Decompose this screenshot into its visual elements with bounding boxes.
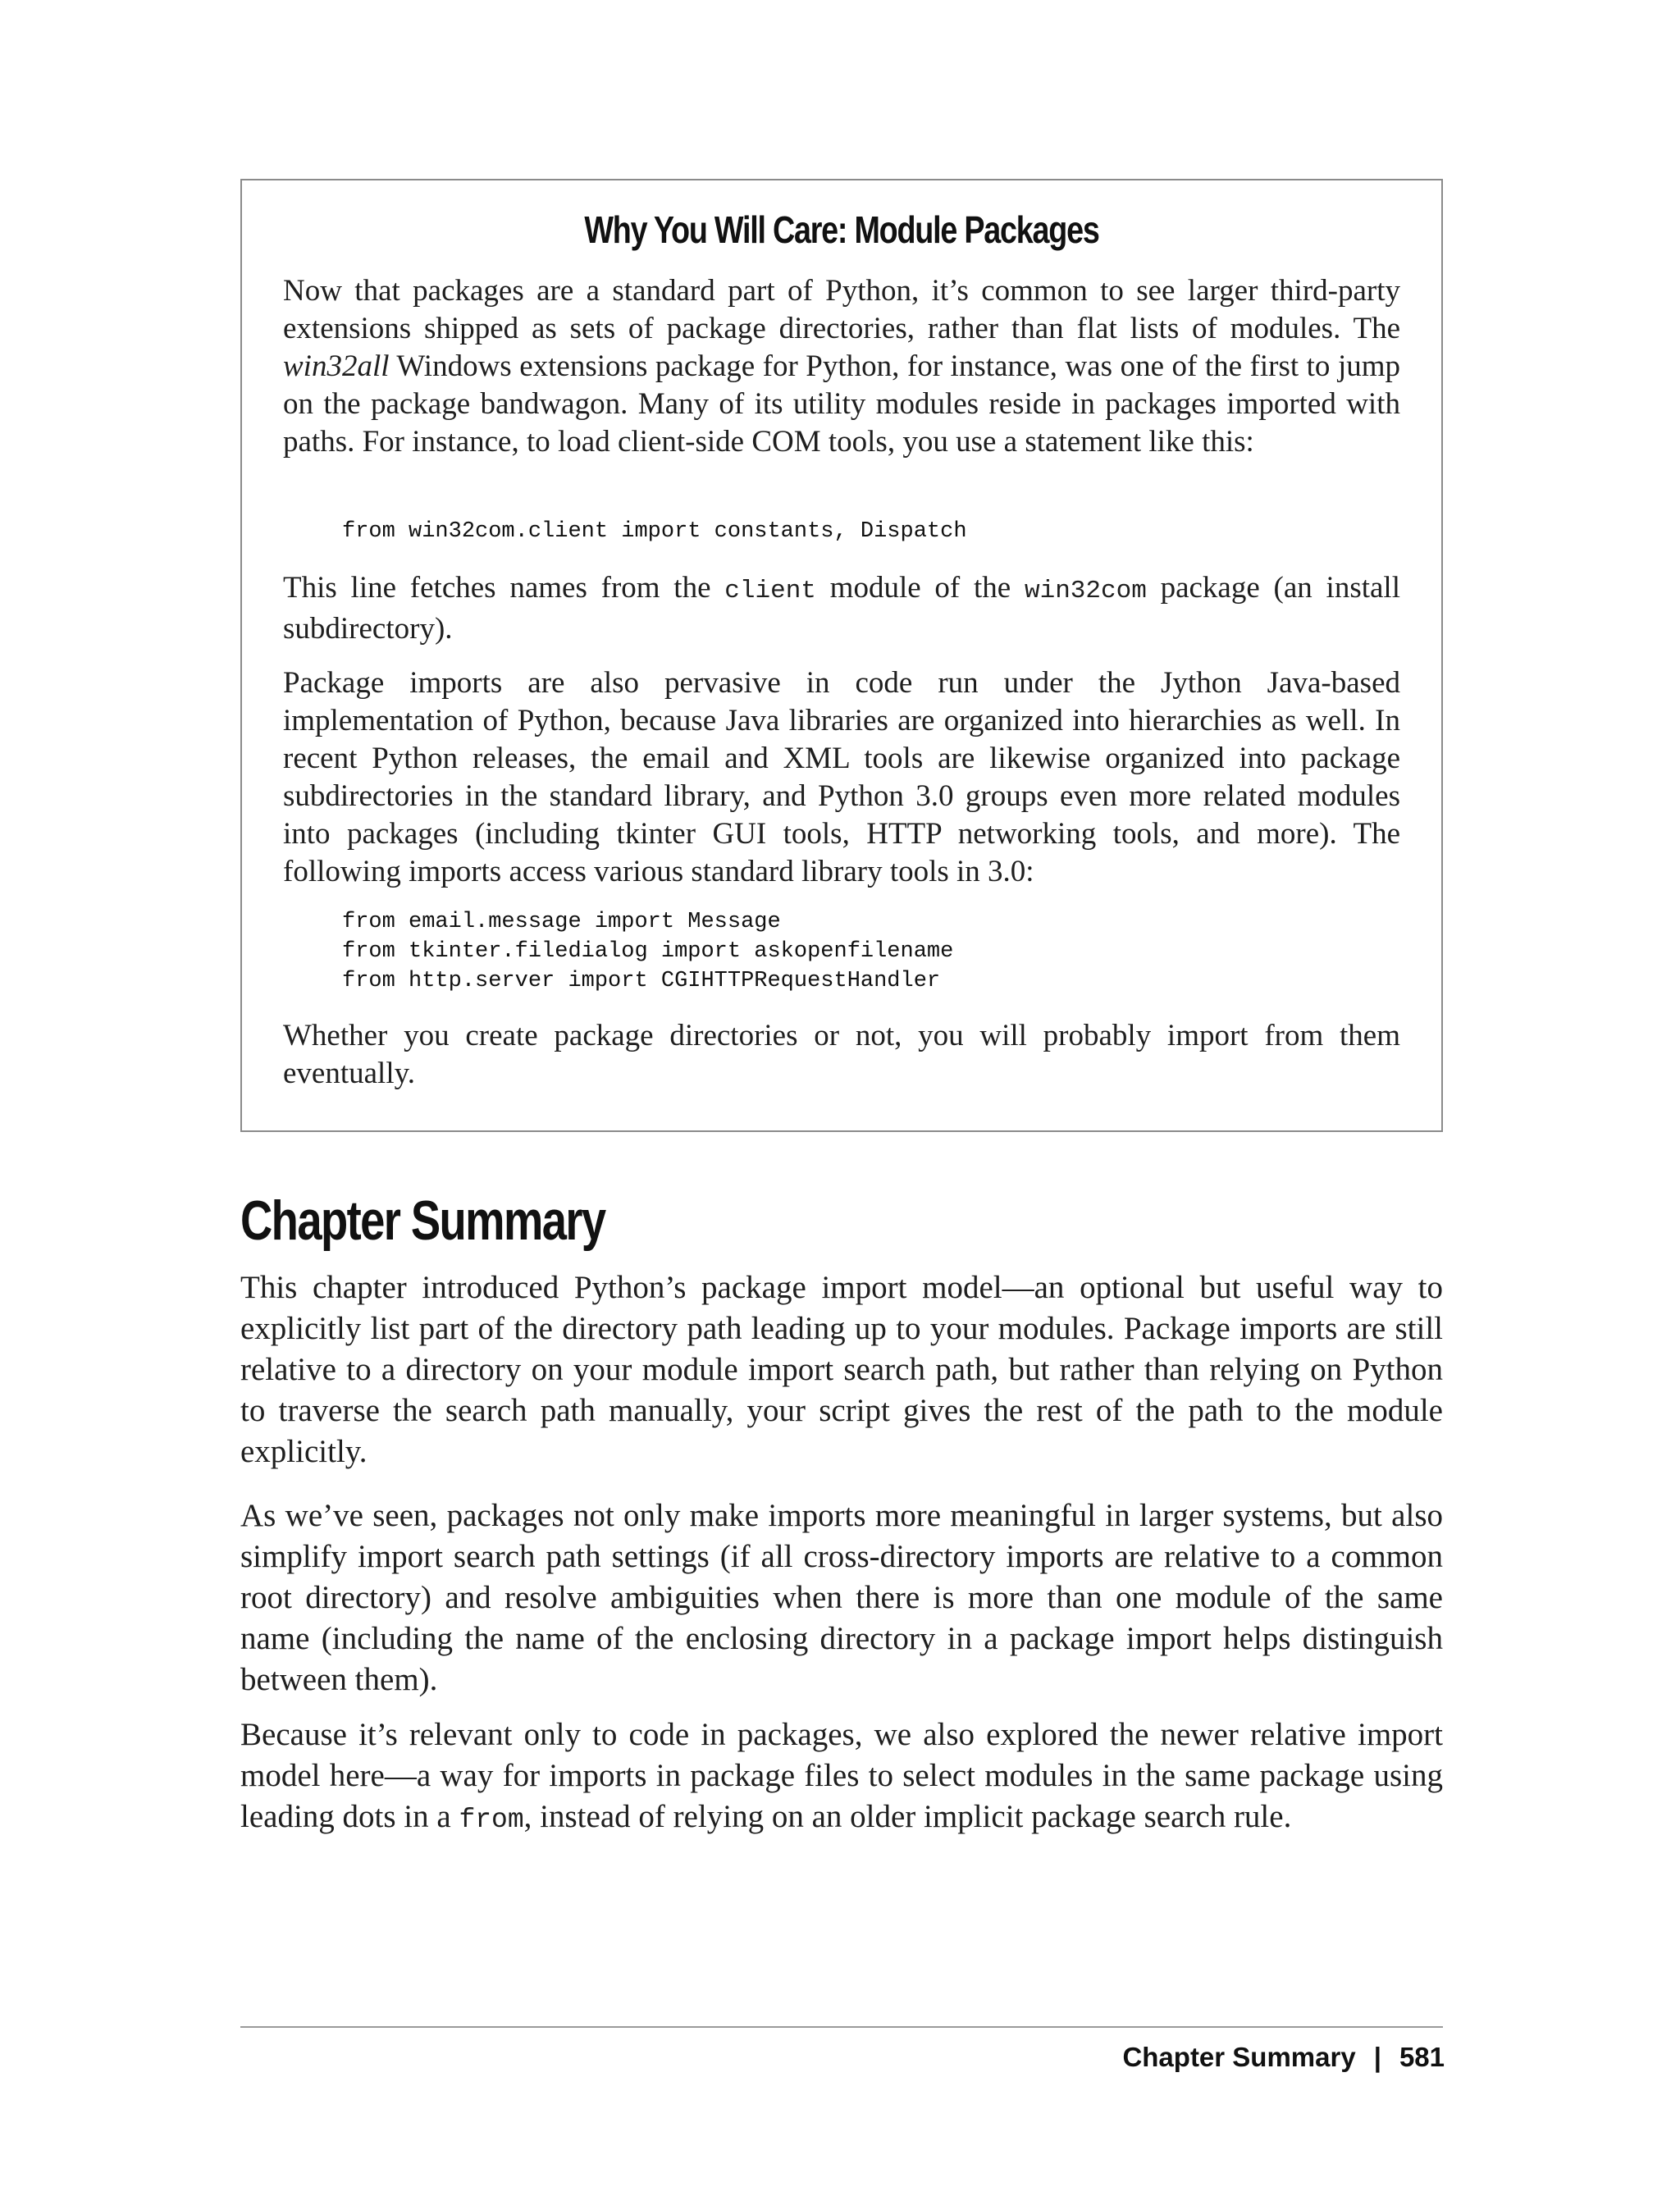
body-p3-text-b: , instead of relying on an older implicit package search rule. xyxy=(523,1799,1292,1834)
inline-code-client: client xyxy=(724,577,816,605)
sidebar-p2-text-b: module of the xyxy=(815,571,1025,605)
chapter-heading: Chapter Summary xyxy=(240,1189,605,1252)
sidebar-box xyxy=(240,179,1443,1132)
code-line: from win32com.client import constants, Dispatch xyxy=(342,519,967,544)
sidebar-paragraph-4 xyxy=(283,1017,1400,1093)
sidebar-p1-text-a: Now that packages are a standard part of Python, it’s common to see larger third-party extensions shipped as sets of package directories, rather than flat lists of modules. The xyxy=(283,274,1400,345)
sidebar-p2-text-a: This line fetches names from the xyxy=(283,571,725,605)
body-paragraph-3 xyxy=(240,1714,1443,1841)
footer-section-title: Chapter Summary xyxy=(1122,2042,1356,2072)
body-paragraph-1 xyxy=(240,1267,1443,1472)
sidebar-p3-text: Package imports are also pervasive in code run under the Jython Java-based implementation of Python, because Java libraries are organized into hierarchies as well. In recent Python releases, the email and XML tools are likewise organized into package subdirectories in the standard library, and Python 3.0 groups even more related modules into packages (including tkinter GUI tools, HTTP networking tools, and more). The following imports access various standard library tools in 3.0: xyxy=(283,666,1400,888)
inline-code-win32com: win32com xyxy=(1024,577,1147,605)
sidebar-code-2 xyxy=(283,907,1400,996)
body-p2-text: As we’ve seen, packages not only make imports more meaningful in larger systems, but also simplify import search path settings (if all cross-directory imports are relative to a common root directory) and resolve ambiguities when there is more than one module of the same name (including the name of the enclosing directory in a package import helps distinguish between them). xyxy=(240,1498,1443,1697)
sidebar-p2-text-c: package (an install subdirectory). xyxy=(283,571,1400,646)
sidebar-paragraph-2 xyxy=(283,569,1400,648)
book-page xyxy=(240,0,1445,2205)
sidebar-code-1 xyxy=(283,517,1400,546)
body-p1-text: This chapter introduced Python’s package import model—an optional but useful way to explicitly list part of the directory path leading up to your modules. Package imports are still relative to a directory on your module import search path, but rather than relying on Python to traverse the search path manually, your script gives the rest of the path to the module explicitly. xyxy=(240,1270,1443,1469)
sidebar-p4-text: Whether you create package directories or not, you will probably import from them eventually. xyxy=(283,1019,1400,1090)
sidebar-p1-text-b: Windows extensions package for Python, for instance, was one of the first to jump on the package bandwagon. Many of its utility modules reside in packages imported with paths. For instance, to load client-side COM tools, you use a statement like this: xyxy=(283,349,1400,459)
sidebar-paragraph-1 xyxy=(283,272,1400,461)
sidebar-paragraph-3 xyxy=(283,664,1400,891)
code-line: from email.message import Message xyxy=(342,910,781,934)
inline-code-from: from xyxy=(459,1805,524,1835)
page-footer xyxy=(1122,2039,1445,2075)
code-line: from tkinter.filedialog import askopenfilename xyxy=(342,939,954,964)
body-p3-text-a: Because it’s relevant only to code in packages, we also explored the newer relative import model here—a way for imports in package files to select modules in the same package using leading dots in a xyxy=(240,1717,1443,1834)
sidebar-title: Why You Will Care: Module Packages xyxy=(584,208,1099,251)
body-paragraph-2 xyxy=(240,1495,1443,1701)
footer-rule xyxy=(240,2026,1443,2028)
code-line: from http.server import CGIHTTPRequestHandler xyxy=(342,969,941,993)
footer-separator: | xyxy=(1373,2042,1381,2072)
page-number: 581 xyxy=(1399,2042,1445,2072)
sidebar-p1-emphasis: win32all xyxy=(283,349,390,383)
